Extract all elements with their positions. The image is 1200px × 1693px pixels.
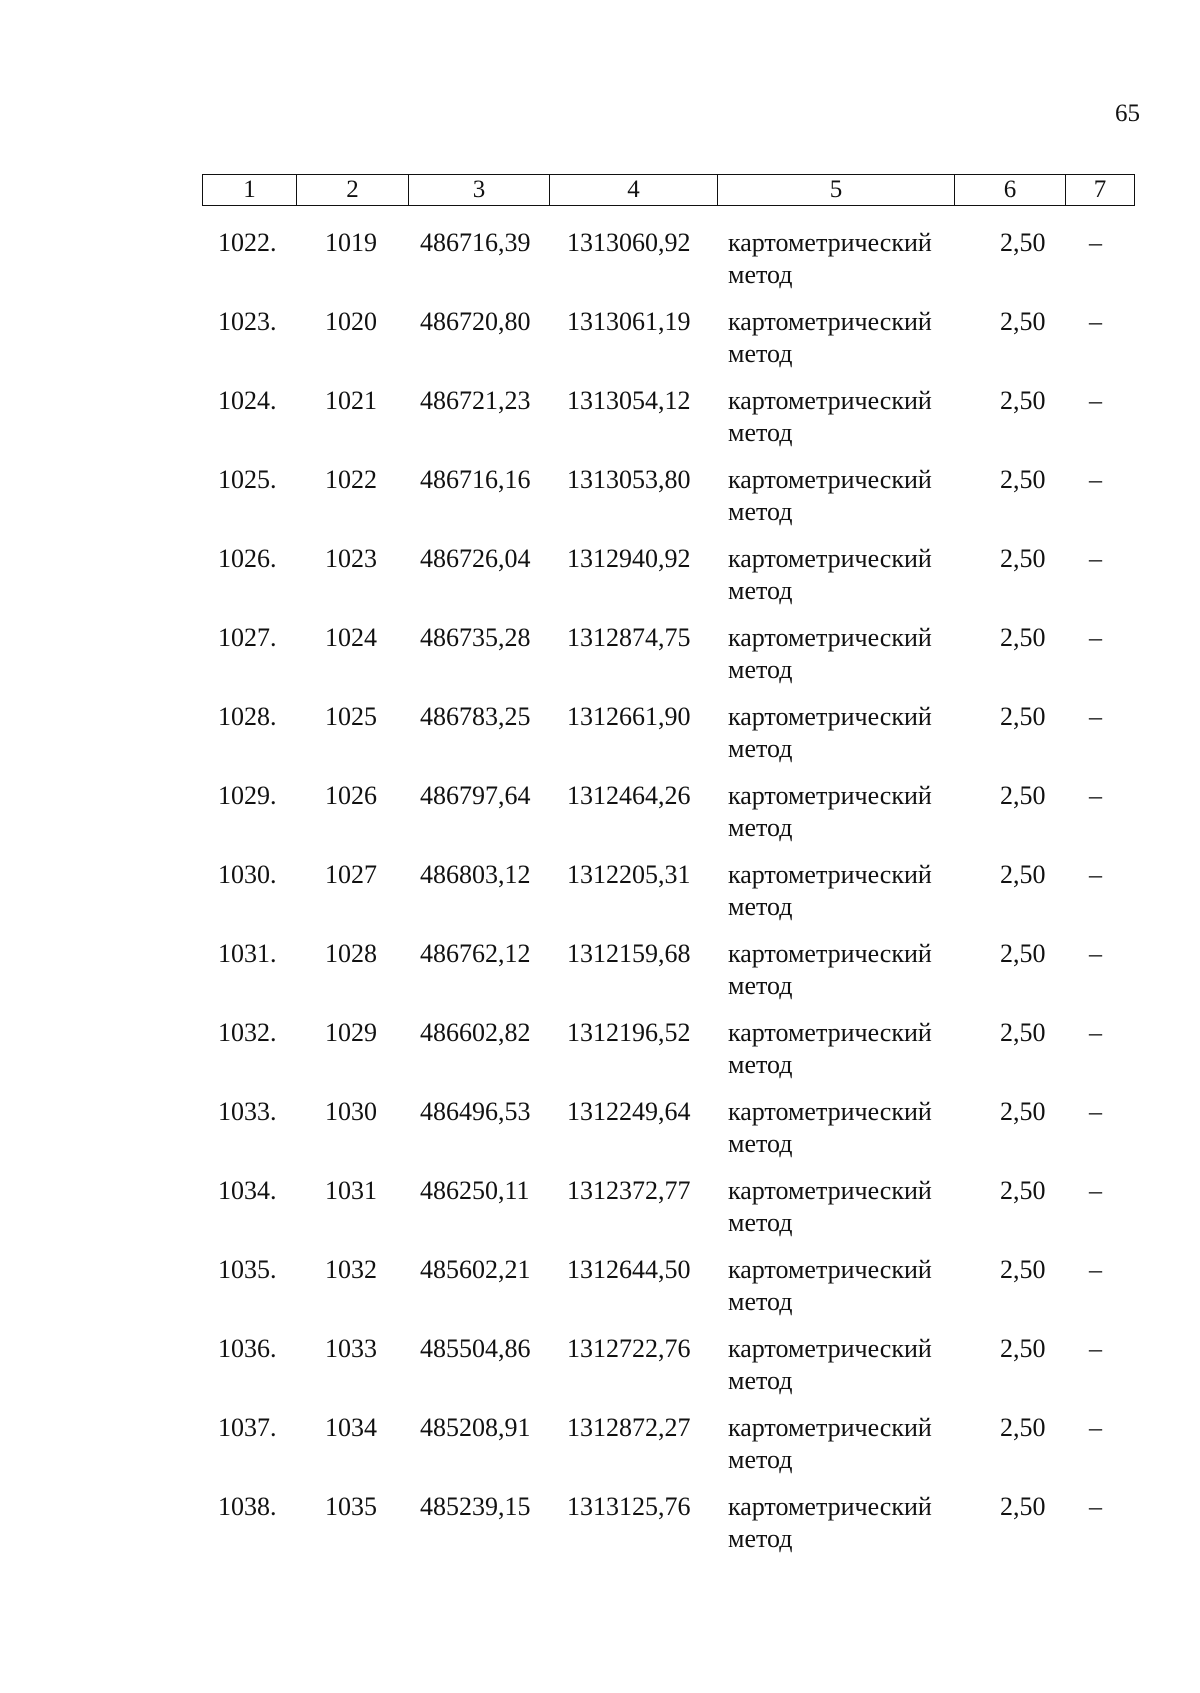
method-cell <box>728 1175 932 1239</box>
method-text-line: картометрический <box>728 465 932 494</box>
column-header: 1 <box>203 175 297 206</box>
method-text-line: метод <box>728 1287 793 1316</box>
y-coordinate-cell: 1312372,77 <box>567 1176 691 1205</box>
method-text-line: метод <box>728 892 793 921</box>
y-coordinate-cell: 1312196,52 <box>567 1018 691 1047</box>
point-number-cell: 1035 <box>325 1492 377 1521</box>
table-row <box>0 1412 1200 1491</box>
note-cell: – <box>1089 307 1102 336</box>
point-number-cell: 1028 <box>325 939 377 968</box>
note-cell: – <box>1089 702 1102 731</box>
method-text-line: метод <box>728 971 793 1000</box>
y-coordinate-cell: 1312249,64 <box>567 1097 691 1126</box>
x-coordinate-cell: 486250,11 <box>420 1176 530 1205</box>
x-coordinate-cell: 486762,12 <box>420 939 531 968</box>
page-number: 65 <box>1115 100 1140 127</box>
point-number-cell: 1032 <box>325 1255 377 1284</box>
accuracy-cell: 2,50 <box>1000 623 1046 652</box>
accuracy-cell: 2,50 <box>1000 544 1046 573</box>
y-coordinate-cell: 1312940,92 <box>567 544 691 573</box>
method-text-line: метод <box>728 655 793 684</box>
column-header: 4 <box>550 175 718 206</box>
row-number-cell: 1034. <box>218 1176 277 1205</box>
method-cell <box>728 622 932 686</box>
point-number-cell: 1027 <box>325 860 377 889</box>
point-number-cell: 1033 <box>325 1334 377 1363</box>
method-text-line: метод <box>728 813 793 842</box>
method-text-line: метод <box>728 1129 793 1158</box>
method-cell <box>728 385 932 449</box>
method-text-line: картометрический <box>728 544 932 573</box>
method-text-line: метод <box>728 260 793 289</box>
accuracy-cell: 2,50 <box>1000 1334 1046 1363</box>
method-text-line: метод <box>728 734 793 763</box>
accuracy-cell: 2,50 <box>1000 702 1046 731</box>
y-coordinate-cell: 1312874,75 <box>567 623 691 652</box>
column-header-row <box>203 175 1135 206</box>
y-coordinate-cell: 1312205,31 <box>567 860 691 889</box>
table-row <box>0 1491 1200 1570</box>
method-text-line: метод <box>728 418 793 447</box>
note-cell: – <box>1089 228 1102 257</box>
method-text-line: метод <box>728 576 793 605</box>
table-row <box>0 1333 1200 1412</box>
table-row <box>0 701 1200 780</box>
point-number-cell: 1030 <box>325 1097 377 1126</box>
table-row <box>0 385 1200 464</box>
note-cell: – <box>1089 1018 1102 1047</box>
accuracy-cell: 2,50 <box>1000 1255 1046 1284</box>
point-number-cell: 1020 <box>325 307 377 336</box>
point-number-cell: 1021 <box>325 386 377 415</box>
table-row <box>0 1096 1200 1175</box>
column-header: 5 <box>718 175 955 206</box>
method-cell <box>728 1412 932 1476</box>
row-number-cell: 1023. <box>218 307 277 336</box>
method-cell <box>728 938 932 1002</box>
table-row <box>0 859 1200 938</box>
coordinates-table-body <box>0 227 1200 1570</box>
accuracy-cell: 2,50 <box>1000 1413 1046 1442</box>
method-cell <box>728 780 932 844</box>
method-cell <box>728 701 932 765</box>
accuracy-cell: 2,50 <box>1000 1018 1046 1047</box>
method-text-line: картометрический <box>728 307 932 336</box>
row-number-cell: 1028. <box>218 702 277 731</box>
row-number-cell: 1032. <box>218 1018 277 1047</box>
x-coordinate-cell: 485208,91 <box>420 1413 531 1442</box>
point-number-cell: 1034 <box>325 1413 377 1442</box>
method-text-line: метод <box>728 1366 793 1395</box>
x-coordinate-cell: 486716,39 <box>420 228 531 257</box>
accuracy-cell: 2,50 <box>1000 1492 1046 1521</box>
table-row <box>0 1175 1200 1254</box>
row-number-cell: 1027. <box>218 623 277 652</box>
accuracy-cell: 2,50 <box>1000 228 1046 257</box>
note-cell: – <box>1089 1176 1102 1205</box>
point-number-cell: 1024 <box>325 623 377 652</box>
method-text-line: картометрический <box>728 860 932 889</box>
method-text-line: картометрический <box>728 702 932 731</box>
row-number-cell: 1036. <box>218 1334 277 1363</box>
column-header: 6 <box>955 175 1066 206</box>
accuracy-cell: 2,50 <box>1000 781 1046 810</box>
column-header: 7 <box>1066 175 1135 206</box>
table-row <box>0 622 1200 701</box>
point-number-cell: 1031 <box>325 1176 377 1205</box>
x-coordinate-cell: 486602,82 <box>420 1018 531 1047</box>
x-coordinate-cell: 486716,16 <box>420 465 531 494</box>
x-coordinate-cell: 486720,80 <box>420 307 531 336</box>
row-number-cell: 1035. <box>218 1255 277 1284</box>
method-cell <box>728 1333 932 1397</box>
y-coordinate-cell: 1312722,76 <box>567 1334 691 1363</box>
accuracy-cell: 2,50 <box>1000 307 1046 336</box>
y-coordinate-cell: 1313061,19 <box>567 307 691 336</box>
note-cell: – <box>1089 1413 1102 1442</box>
accuracy-cell: 2,50 <box>1000 860 1046 889</box>
table-row <box>0 780 1200 859</box>
method-text-line: картометрический <box>728 1255 932 1284</box>
column-header: 3 <box>409 175 550 206</box>
method-text-line: картометрический <box>728 1176 932 1205</box>
method-cell <box>728 1491 932 1555</box>
y-coordinate-cell: 1313060,92 <box>567 228 691 257</box>
x-coordinate-cell: 486721,23 <box>420 386 531 415</box>
method-cell <box>728 227 932 291</box>
x-coordinate-cell: 486726,04 <box>420 544 531 573</box>
note-cell: – <box>1089 623 1102 652</box>
y-coordinate-cell: 1312872,27 <box>567 1413 691 1442</box>
row-number-cell: 1031. <box>218 939 277 968</box>
accuracy-cell: 2,50 <box>1000 386 1046 415</box>
method-text-line: метод <box>728 1524 793 1553</box>
column-header: 2 <box>297 175 409 206</box>
method-text-line: метод <box>728 497 793 526</box>
method-text-line: картометрический <box>728 623 932 652</box>
note-cell: – <box>1089 781 1102 810</box>
method-text-line: картометрический <box>728 228 932 257</box>
point-number-cell: 1019 <box>325 228 377 257</box>
method-text-line: метод <box>728 339 793 368</box>
note-cell: – <box>1089 386 1102 415</box>
row-number-cell: 1029. <box>218 781 277 810</box>
point-number-cell: 1022 <box>325 465 377 494</box>
method-text-line: метод <box>728 1445 793 1474</box>
point-number-cell: 1026 <box>325 781 377 810</box>
method-text-line: метод <box>728 1050 793 1079</box>
note-cell: – <box>1089 939 1102 968</box>
y-coordinate-cell: 1313125,76 <box>567 1492 691 1521</box>
method-cell <box>728 464 932 528</box>
method-text-line: картометрический <box>728 1018 932 1047</box>
y-coordinate-cell: 1312661,90 <box>567 702 691 731</box>
x-coordinate-cell: 486783,25 <box>420 702 531 731</box>
method-cell <box>728 1017 932 1081</box>
table-row <box>0 938 1200 1017</box>
table-row <box>0 464 1200 543</box>
x-coordinate-cell: 485504,86 <box>420 1334 531 1363</box>
method-text-line: метод <box>728 1208 793 1237</box>
method-text-line: картометрический <box>728 781 932 810</box>
note-cell: – <box>1089 1255 1102 1284</box>
method-text-line: картометрический <box>728 386 932 415</box>
accuracy-cell: 2,50 <box>1000 939 1046 968</box>
point-number-cell: 1023 <box>325 544 377 573</box>
x-coordinate-cell: 486797,64 <box>420 781 531 810</box>
row-number-cell: 1025. <box>218 465 277 494</box>
table-row <box>0 306 1200 385</box>
x-coordinate-cell: 485602,21 <box>420 1255 531 1284</box>
y-coordinate-cell: 1313054,12 <box>567 386 691 415</box>
method-text-line: картометрический <box>728 1097 932 1126</box>
method-text-line: картометрический <box>728 1413 932 1442</box>
method-text-line: картометрический <box>728 1334 932 1363</box>
y-coordinate-cell: 1313053,80 <box>567 465 691 494</box>
method-text-line: картометрический <box>728 1492 932 1521</box>
note-cell: – <box>1089 1097 1102 1126</box>
note-cell: – <box>1089 1492 1102 1521</box>
table-row <box>0 1017 1200 1096</box>
note-cell: – <box>1089 1334 1102 1363</box>
row-number-cell: 1024. <box>218 386 277 415</box>
accuracy-cell: 2,50 <box>1000 465 1046 494</box>
row-number-cell: 1038. <box>218 1492 277 1521</box>
note-cell: – <box>1089 544 1102 573</box>
method-text-line: картометрический <box>728 939 932 968</box>
point-number-cell: 1025 <box>325 702 377 731</box>
row-number-cell: 1030. <box>218 860 277 889</box>
note-cell: – <box>1089 465 1102 494</box>
accuracy-cell: 2,50 <box>1000 1097 1046 1126</box>
method-cell <box>728 306 932 370</box>
x-coordinate-cell: 486735,28 <box>420 623 531 652</box>
y-coordinate-cell: 1312464,26 <box>567 781 691 810</box>
method-cell <box>728 859 932 923</box>
table-row <box>0 227 1200 306</box>
x-coordinate-cell: 486496,53 <box>420 1097 531 1126</box>
row-number-cell: 1033. <box>218 1097 277 1126</box>
x-coordinate-cell: 485239,15 <box>420 1492 531 1521</box>
point-number-cell: 1029 <box>325 1018 377 1047</box>
row-number-cell: 1022. <box>218 228 277 257</box>
column-header-table <box>202 174 1135 206</box>
method-cell <box>728 543 932 607</box>
row-number-cell: 1037. <box>218 1413 277 1442</box>
note-cell: – <box>1089 860 1102 889</box>
y-coordinate-cell: 1312644,50 <box>567 1255 691 1284</box>
row-number-cell: 1026. <box>218 544 277 573</box>
table-row <box>0 1254 1200 1333</box>
method-cell <box>728 1096 932 1160</box>
x-coordinate-cell: 486803,12 <box>420 860 531 889</box>
y-coordinate-cell: 1312159,68 <box>567 939 691 968</box>
table-row <box>0 543 1200 622</box>
accuracy-cell: 2,50 <box>1000 1176 1046 1205</box>
method-cell <box>728 1254 932 1318</box>
